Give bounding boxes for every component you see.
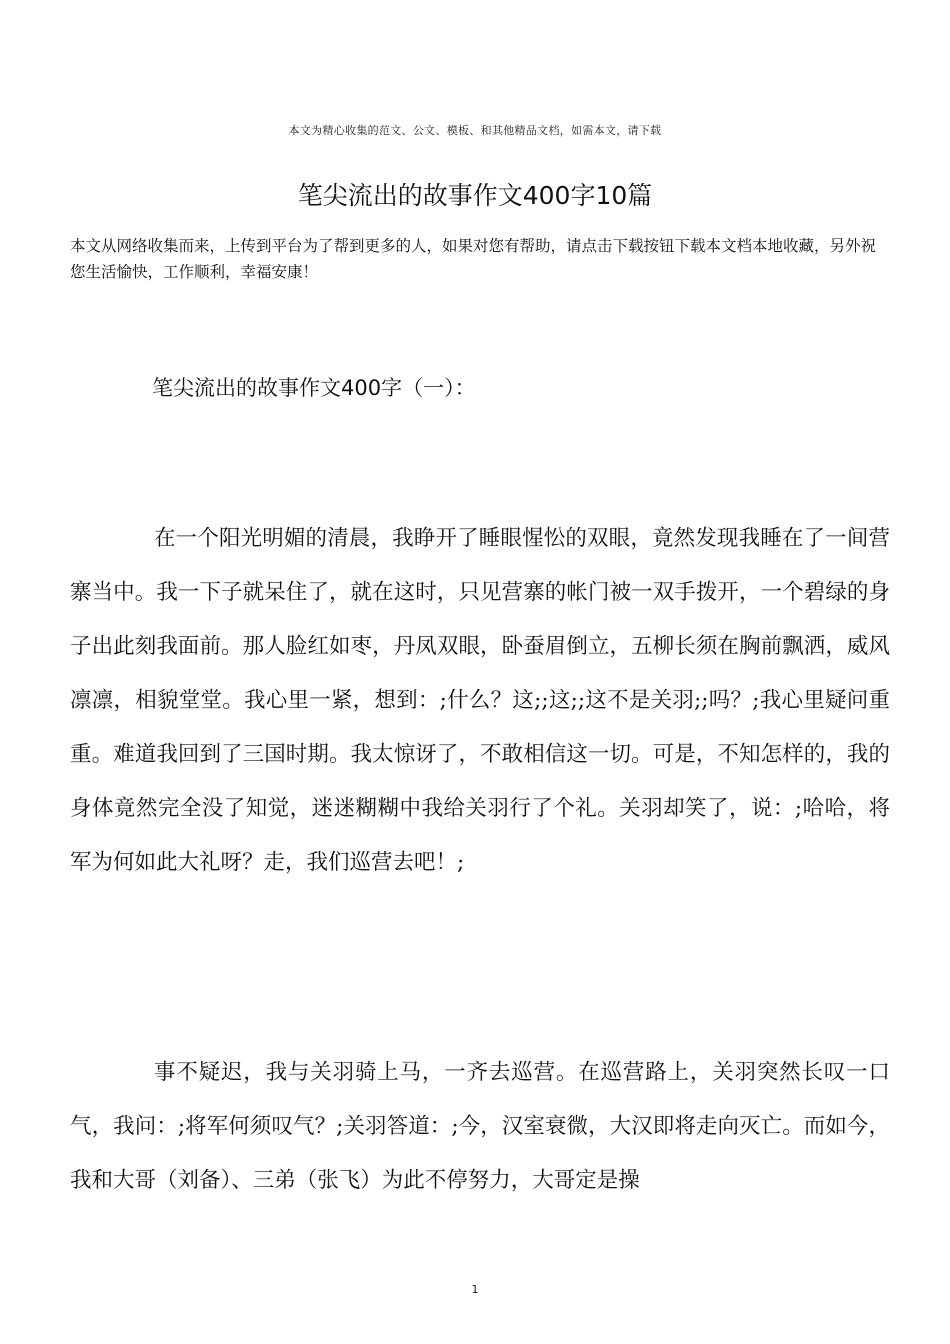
document-title: 笔尖流出的故事作文400字10篇 [297, 181, 653, 210]
section-heading: 笔尖流出的故事作文400字（一）： [152, 376, 476, 400]
intro-paragraph: 本文从网络收集而来，上传到平台为了帮到更多的人，如果对您有帮助，请点击下载按钮下载本文档本地收藏，另外祝您生活愉快，工作顺利，幸福安康！ [70, 237, 877, 281]
body-paragraph-1: 在一个阳光明媚的清晨，我睁开了睡眼惺忪的双眼，竟然发现我睡在了一间营寨当中。我一下子就呆住了，就在这时，只见营寨的帐门被一双手拨开，一个碧绿的身子出此刻我面前。那人脸红如枣，丹凤双眼，卧蚕眉倒立，五柳长须在胸前飘洒，威风凛凛，相貌堂堂。我心里一紧，想到：;什么？这;;这;;这不是关羽;;吗？;我心里疑问重重。难道我回到了三国时期。我太惊讶了，不敢相信这一切。可是，不知怎样的，我的身体竟然完全没了知觉，迷迷糊糊中我给关羽行了个礼。关羽却笑了，说：;哈哈，将军为何如此大礼呀？走，我们巡营去吧！; [70, 526, 890, 875]
page-number: 1 [471, 1283, 479, 1296]
body-paragraph-2: 事不疑迟，我与关羽骑上马，一齐去巡营。在巡营路上，关羽突然长叹一口气，我问：;将军何须叹气？;关羽答道：;今，汉室衰微，大汉即将走向灭亡。而如今，我和大哥（刘备）、三弟（张飞）为此不停努力，大哥定是操 [70, 1060, 890, 1193]
header-note: 本文为精心收集的范文、公文、模板、和其他精品文档，如需本文，请下载 [288, 124, 662, 137]
